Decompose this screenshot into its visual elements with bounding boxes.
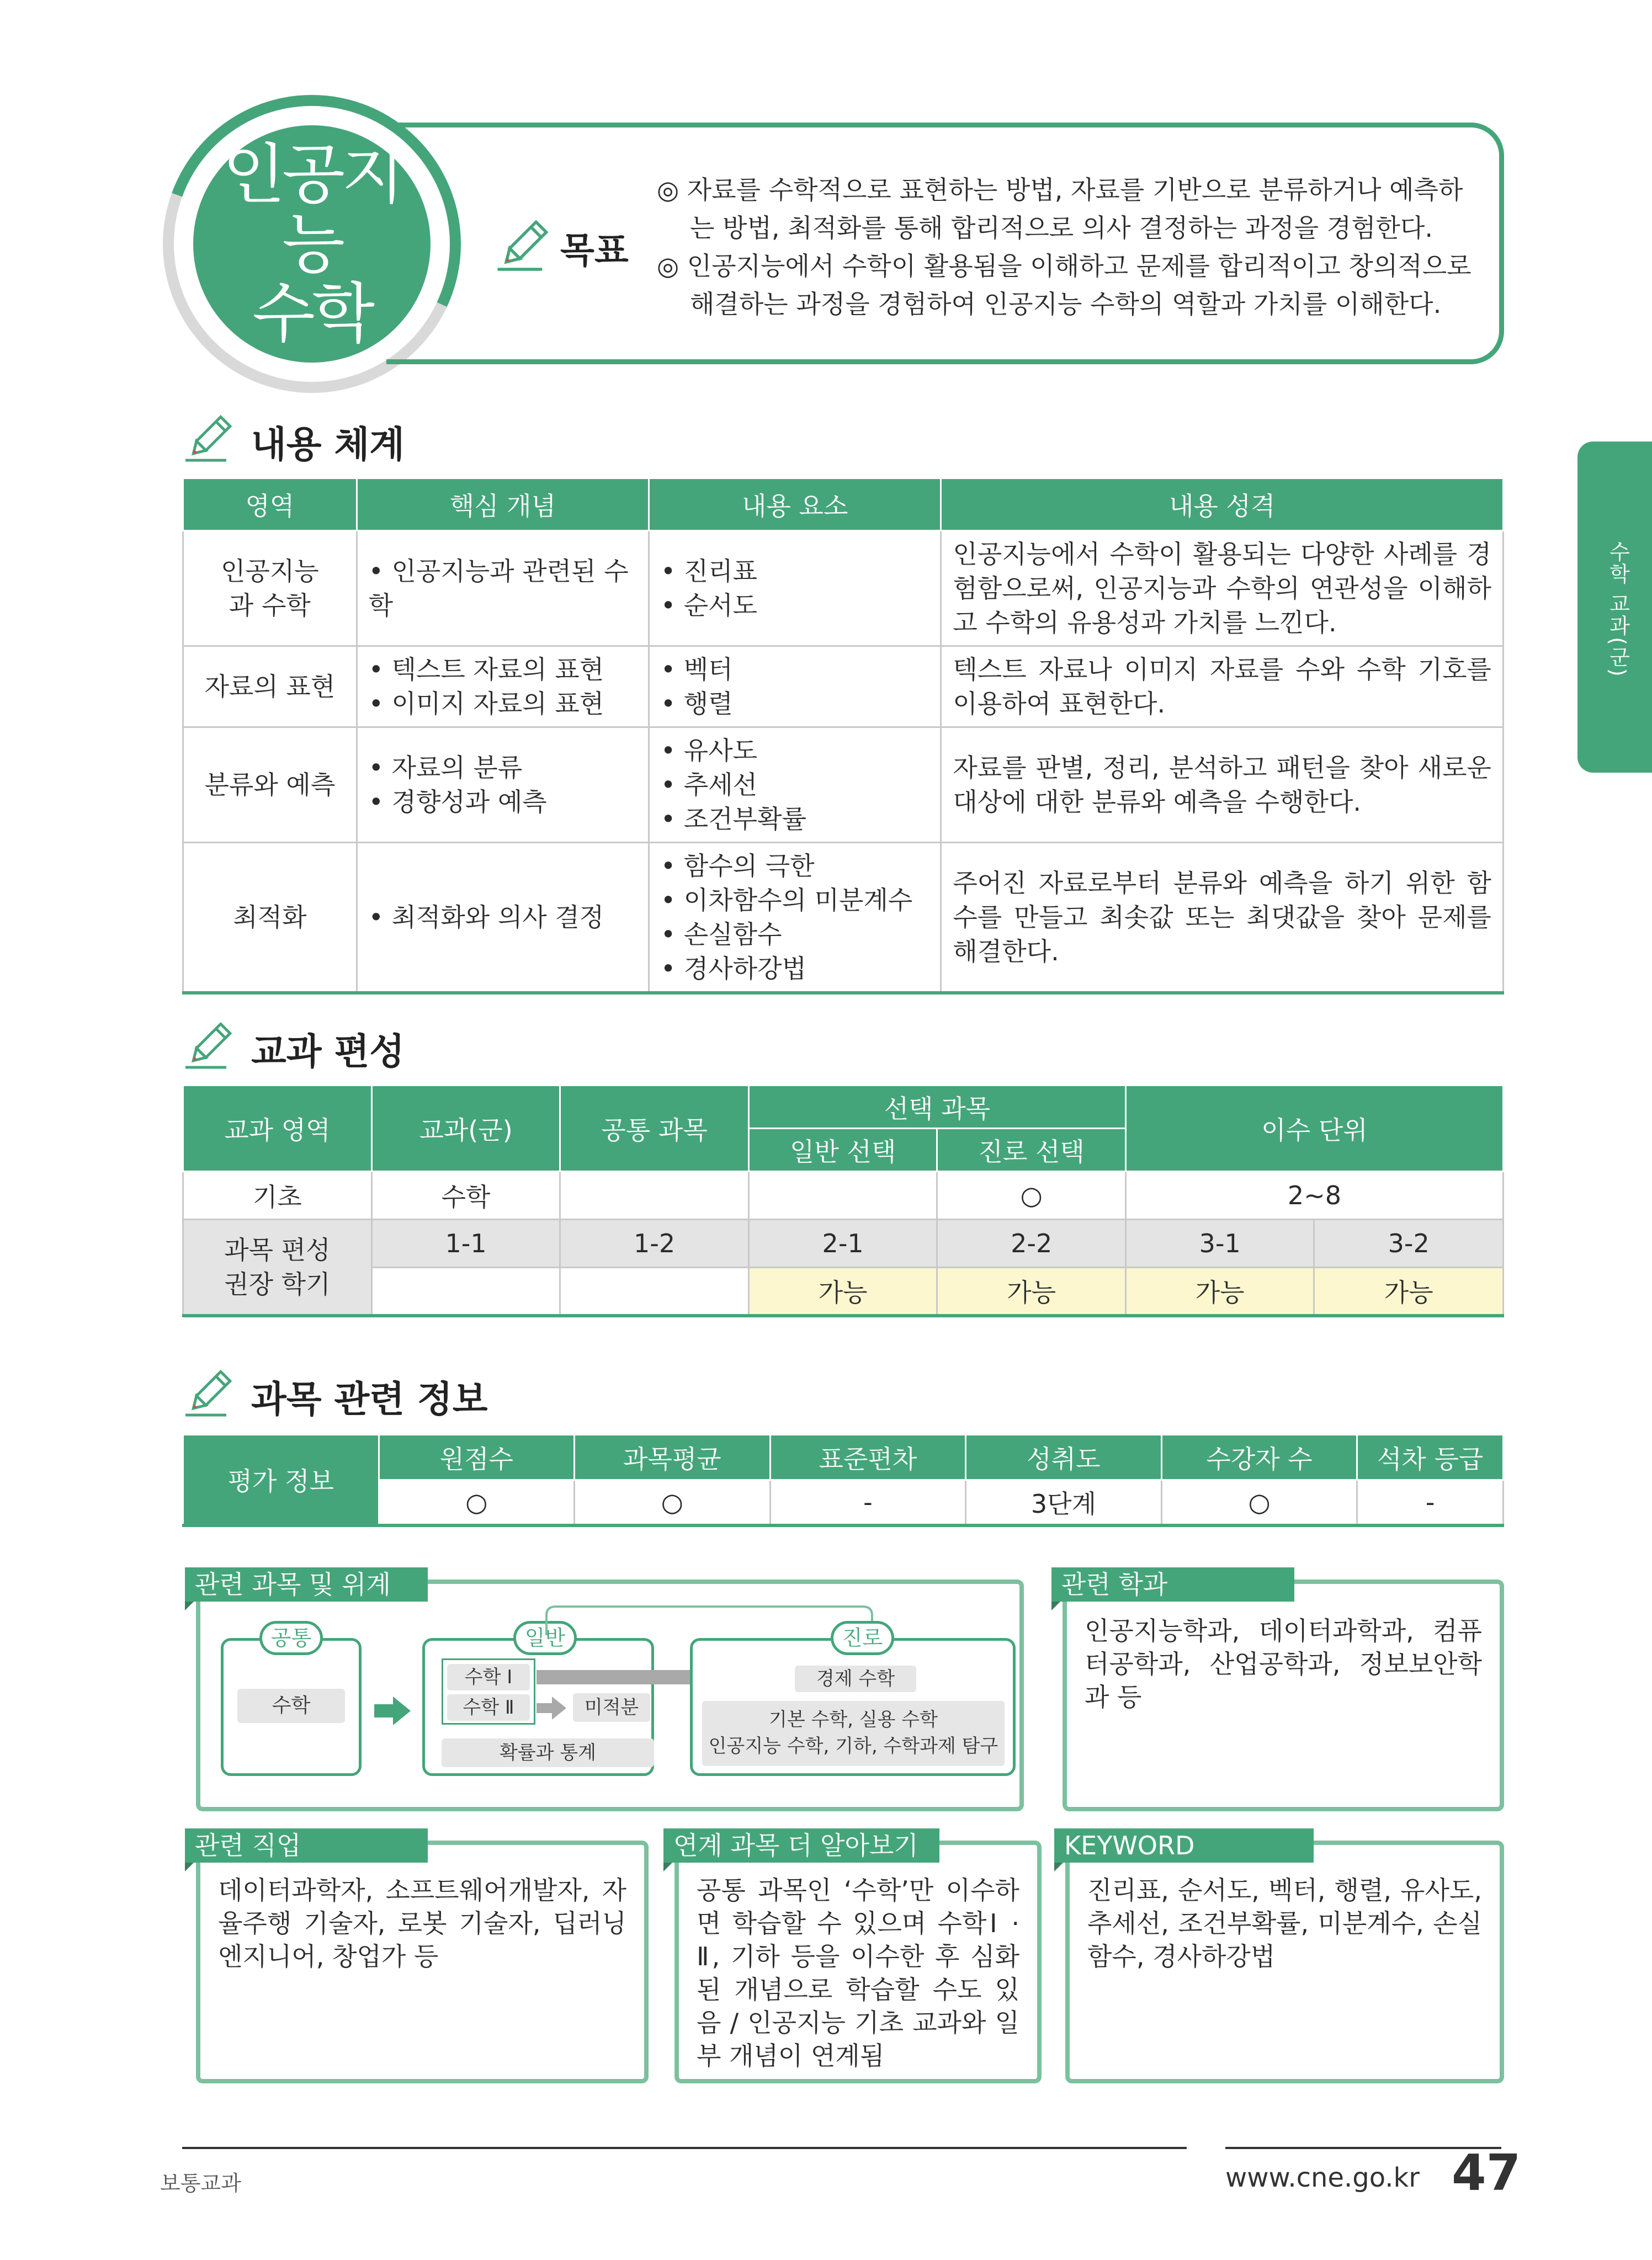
math1-chip: 수학 Ⅰ: [447, 1664, 530, 1690]
table-header: 일반 선택: [748, 1129, 937, 1172]
pencil-icon: [182, 1363, 243, 1418]
table-header: 수강자 수: [1161, 1435, 1357, 1480]
arrow-right-icon: [536, 1695, 569, 1721]
related-majors-tag: 관련 학과: [1051, 1567, 1294, 1602]
math2-chip: 수학 Ⅱ: [447, 1694, 530, 1721]
value-cell: ○: [379, 1480, 575, 1525]
page-number: 47: [1452, 2144, 1521, 2202]
elements-cell: • 함수의 극한 • 이차함수의 미분계수 • 손실함수 • 경사하강법: [649, 843, 941, 993]
table-header: 표준편차: [770, 1435, 966, 1480]
section-title-subject-info: 과목 관련 정보: [251, 1378, 488, 1421]
area-cell: 분류와 예측: [183, 727, 357, 843]
availability-cell: 가능: [1125, 1268, 1314, 1316]
table-header: 공통 과목: [560, 1086, 749, 1172]
pencil-icon: [494, 212, 560, 273]
table-row: [183, 1268, 1504, 1316]
availability-cell: 가능: [1314, 1268, 1504, 1316]
table-header: 진로 선택: [937, 1129, 1126, 1172]
goal-item: ◎ 인공지능에서 수학이 활용됨을 이해하고 문제를 합리적이고 창의적으로 해결하는 과정을 경험하여 인공지능 수학의 역할과 가치를 이해한다.: [657, 251, 1472, 319]
linked-subjects-text: 공통 과목인 ‘수학’만 이수하면 학습할 수 있으며 수학Ⅰ · Ⅱ, 기하 등을 이수한 후 심화된 개념으로 학습할 수도 있음 / 인공지능 기초 교과와 일부 개념이 연계됨: [697, 1875, 1019, 2071]
semester-cell: 2-2: [937, 1220, 1126, 1268]
related-jobs-tag: 관련 직업: [185, 1828, 428, 1863]
nature-cell: 인공지능에서 수학이 활용되는 다양한 사례를 경험함으로써, 인공지능과 수학의 연관성을 이해하고 수학의 유용성과 가치를 느낀다.: [941, 531, 1504, 646]
table-row: [183, 1172, 1504, 1220]
related-subjects-tag: 관련 과목 및 위계: [185, 1567, 428, 1602]
semester-label-cell: 과목 편성 권장 학기: [183, 1220, 372, 1316]
badge-title-line2: 수학: [252, 275, 371, 352]
tag-fold: [1054, 1863, 1063, 1871]
table-row: [183, 646, 1504, 727]
units-cell: 2~8: [1125, 1172, 1503, 1220]
area-cell: 기초: [183, 1172, 372, 1220]
common-pill: 공통: [259, 1621, 323, 1655]
general-pill: 일반: [513, 1621, 577, 1655]
common-cell: [560, 1172, 749, 1220]
common-subject-chip: 수학: [237, 1689, 345, 1723]
table-header: 석차 등급: [1357, 1435, 1504, 1480]
economics-chip: 경제 수학: [795, 1666, 916, 1692]
table-header-row: [183, 1086, 1504, 1129]
value-cell: ○: [575, 1480, 771, 1525]
elements-cell: • 벡터 • 행렬: [649, 646, 941, 727]
content-system-table: [182, 477, 1504, 995]
availability-cell: [560, 1268, 749, 1316]
table-row: [183, 1480, 1504, 1525]
table-row: [183, 727, 1504, 843]
table-row: [183, 1220, 1504, 1268]
area-cell: 인공지능과 수학: [183, 531, 357, 646]
table-header: 성취도: [966, 1435, 1162, 1480]
career-subjects-line: 인공지능 수학, 기하, 수학과제 탐구: [708, 1735, 998, 1757]
general-cell: [748, 1172, 937, 1220]
goal-item: ◎ 자료를 수학적으로 표현하는 방법, 자료를 기반으로 분류하거나 예측하는 방법, 최적화를 통해 합리적으로 의사 결정하는 과정을 경험한다.: [657, 175, 1463, 243]
tag-fold: [185, 1602, 194, 1610]
probability-chip: 확률과 통계: [442, 1738, 654, 1767]
section-title-content-system: 내용 체계: [251, 423, 405, 466]
badge-title-line1: 인공지능: [222, 136, 401, 282]
pencil-icon: [182, 1015, 243, 1071]
keyword-text: 진리표, 순서도, 벡터, 행렬, 유사도, 추세선, 조건부확률, 미분계수, 손실함수, 경사하강법: [1087, 1875, 1482, 1971]
concept-cell: • 인공지능과 관련된 수학: [357, 531, 649, 646]
table-header: 과목평균: [575, 1435, 771, 1480]
value-cell: -: [770, 1480, 966, 1525]
calculus-chip: 미적분: [573, 1693, 650, 1722]
nature-cell: 자료를 판별, 정리, 분석하고 패턴을 찾아 새로운 대상에 대한 분류와 예측을 수행한다.: [941, 727, 1504, 843]
semester-cell: 1-1: [371, 1220, 560, 1268]
elements-cell: • 진리표 • 순서도: [649, 531, 941, 646]
concept-cell: • 최적화와 의사 결정: [357, 843, 649, 993]
subject-cell: 수학: [371, 1172, 560, 1220]
concept-cell: • 텍스트 자료의 표현 • 이미지 자료의 표현: [357, 646, 649, 727]
table-header: 내용 성격: [941, 478, 1504, 531]
table-header: 내용 요소: [649, 478, 941, 531]
footer-section-label: 보통교과: [160, 2171, 241, 2195]
footer-divider: [182, 2147, 1187, 2149]
area-cell: 자료의 표현: [183, 646, 357, 727]
elements-cell: • 유사도 • 추세선 • 조건부확률: [649, 727, 941, 843]
arrow-right-icon: [374, 1694, 413, 1727]
linked-subjects-tag: 연계 과목 더 알아보기: [663, 1828, 939, 1863]
tag-fold: [663, 1863, 672, 1871]
connector-line: [544, 1603, 875, 1636]
table-header: 이수 단위: [1125, 1086, 1503, 1172]
semester-cell: 3-1: [1125, 1220, 1314, 1268]
semester-cell: 3-2: [1314, 1220, 1504, 1268]
career-subjects-chip: [702, 1701, 1005, 1766]
semester-cell: 2-1: [748, 1220, 937, 1268]
area-cell: 최적화: [183, 843, 357, 993]
curriculum-table: [182, 1084, 1504, 1317]
career-subjects-line: 기본 수학, 실용 수학: [769, 1709, 938, 1731]
career-cell: ○: [937, 1172, 1126, 1220]
section-title-curriculum: 교과 편성: [251, 1030, 405, 1073]
value-cell: 3단계: [966, 1480, 1162, 1525]
value-cell: ○: [1161, 1480, 1357, 1525]
pencil-icon: [182, 408, 243, 464]
goal-title: 목표: [560, 231, 629, 272]
table-row: [183, 843, 1504, 993]
table-header: 원점수: [379, 1435, 575, 1480]
career-pill: 진로: [831, 1621, 894, 1655]
table-header-row: [183, 478, 1504, 531]
tag-fold: [1051, 1602, 1060, 1610]
concept-cell: • 자료의 분류 • 경향성과 예측: [357, 727, 649, 843]
table-header: 선택 과목: [748, 1086, 1125, 1129]
table-row: [183, 531, 1504, 646]
evaluation-table: [182, 1434, 1504, 1527]
availability-cell: 가능: [748, 1268, 937, 1316]
value-cell: -: [1357, 1480, 1504, 1525]
nature-cell: 주어진 자료로부터 분류와 예측을 하기 위한 함수를 만들고 최솟값 또는 최댓값을 찾아 문제를 해결한다.: [941, 843, 1504, 993]
related-majors-text: 인공지능학과, 데이터과학과, 컴퓨터공학과, 산업공학과, 정보보안학과 등: [1085, 1616, 1482, 1712]
side-tab-label: 수학 교과(군): [1606, 541, 1630, 678]
table-header: 핵심 개념: [357, 478, 649, 531]
table-header: 평가 정보: [183, 1435, 379, 1525]
table-header: 영역: [183, 478, 357, 531]
availability-cell: [371, 1268, 560, 1316]
table-header-row: [183, 1435, 1504, 1480]
goal-list: [657, 171, 1474, 323]
keyword-tag: KEYWORD: [1054, 1828, 1314, 1863]
tag-fold: [185, 1863, 194, 1871]
table-header: 교과(군): [371, 1086, 560, 1172]
side-tab: [1577, 442, 1652, 773]
availability-cell: 가능: [937, 1268, 1126, 1316]
nature-cell: 텍스트 자료나 이미지 자료를 수와 수학 기호를 이용하여 표현한다.: [941, 646, 1504, 727]
table-header: 교과 영역: [183, 1086, 372, 1172]
semester-cell: 1-2: [560, 1220, 749, 1268]
related-jobs-text: 데이터과학자, 소프트웨어개발자, 자율주행 기술자, 로봇 기술자, 딥러닝 엔지니어, 창업가 등: [218, 1875, 626, 1971]
footer-url[interactable]: www.cne.go.kr: [1225, 2162, 1420, 2193]
